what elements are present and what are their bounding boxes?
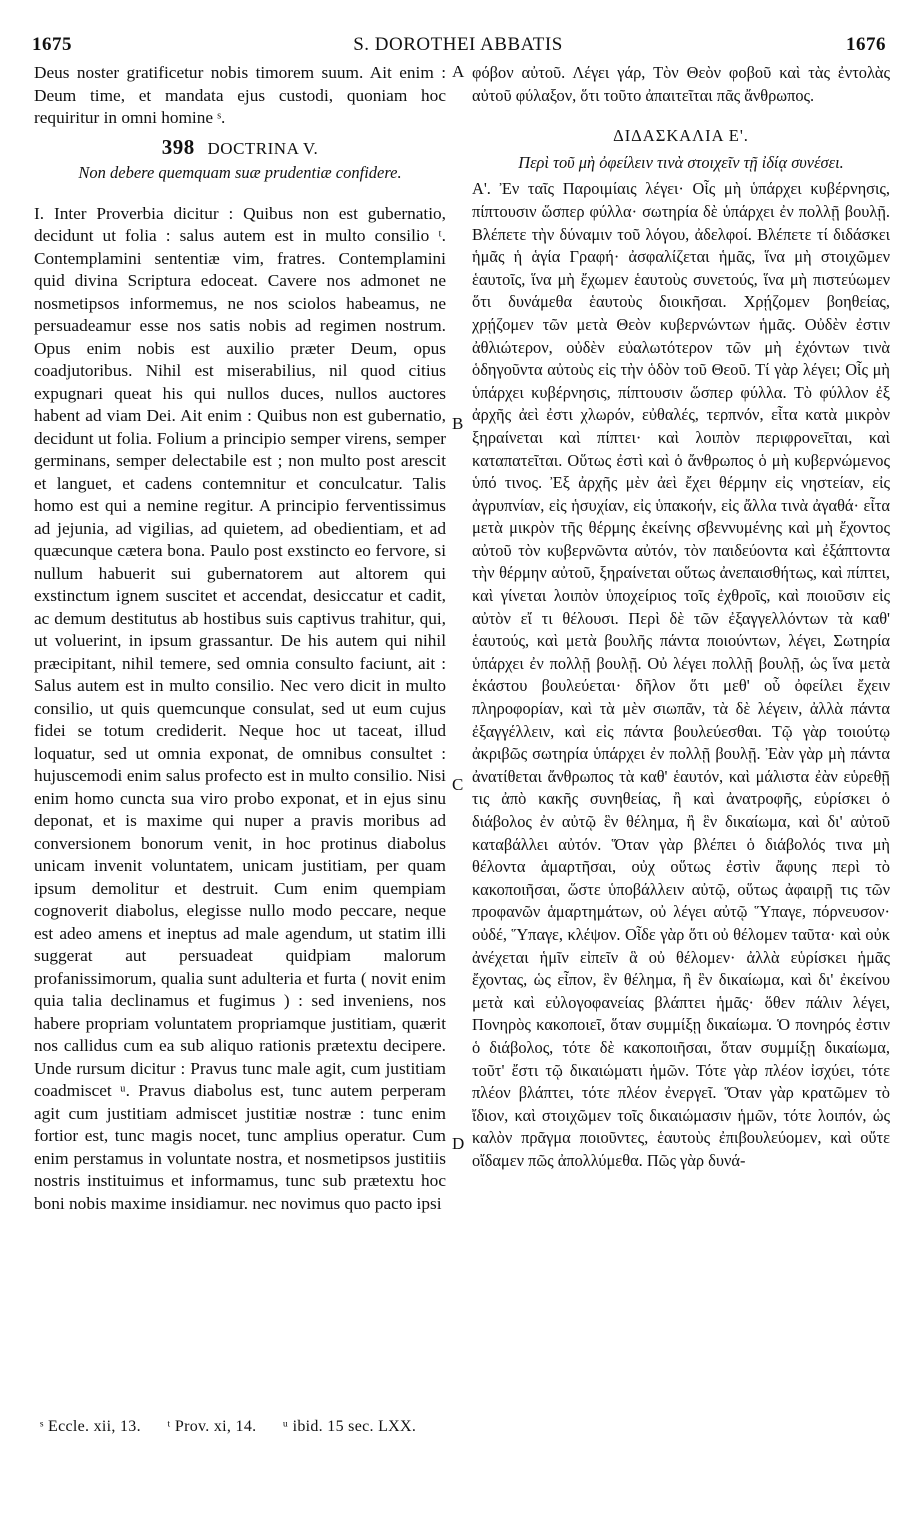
page-number-right: 1676 (846, 34, 886, 55)
margin-letter-d: D (452, 1134, 465, 1153)
latin-column (34, 62, 446, 1432)
spacer (34, 189, 446, 203)
footnote: ᵘ ibid. 15 sec. LXX. (282, 1418, 417, 1435)
doctrina-number: 398 (161, 134, 195, 159)
footnotes (40, 1418, 840, 1436)
greek-body: Α'. Ἐν ταῖς Παροιμίαις λέγει· Οἷς μὴ ὑπάρχει κυβέρνησις, πίπτουσιν ὥσπερ φύλλα· σωτηρία δὲ ὑπάρχει ἐν πολλῇ βουλῇ. Βλέπετε τὴν δύναμιν τοῦ λόγου, ἀδελφοί. Βλέπετε τί διδάσκει ἡμᾶς ἡ ἁγία Γραφή· ἀσφαλίζεται ἡμᾶς, ἵνα μὴ στοιχῶμεν ἑαυτοῖς, ἵνα μὴ ἔχωμεν ἑαυτοὺς συνετούς, ἵνα μὴ πιστεύωμεν ὅτι δυνάμεθα ἑαυτοὺς διοικῆσαι. Χρῄζομεν βοηθείας, χρῄζομεν τῶν μετὰ Θεὸν κυβερνώντων ἡμᾶς. Οὐδὲν ἐστιν ἀθλιώτερον, οὐδὲν εὐαλωτότερον τῶν μὴ ἐχόντων τινὰ ὁδηγοῦντα αὐτοὺς εἰς τὴν ὁδὸν τοῦ Θεοῦ. Τί γὰρ λέγει; Οἷς μὴ ὑπάρχει κυβέρνησις, πίπτουσιν ὥσπερ φύλλα. Τὸ φύλλον ἐξ ἀρχῆς ἀεὶ ἐστι χλωρόν, εὐθαλές, τερπνόν, εἶτα κατὰ μικρὸν ξηραίνεται καὶ πίπτει· καὶ λοιπὸν περιφρονεῖται, καὶ καταπατεῖται. Οὕτως ἐστὶ καὶ ὁ ἄνθρωπος ὁ μὴ κυβερνώμενος ὑπό τινος. Ἐξ ἀρχῆς μὲν ἀεὶ ἔχει θέρμην εἰς νηστείαν, εἰς ἀγρυπνίαν, εἰς ἡσυχίαν, εἰς ὑπακοήν, εἰς ἄλλα τινὰ ἀγαθά· εἶτα μετὰ μικρὸν τῆς θέρμης ἐκείνης σβεννυμένης καὶ μὴ ἔχοντος αὐτοῦ τὸν κυβερνῶντα αὐτόν, τὸν παιδεύοντα καὶ ἐξάπτοντα τὴν θέρμην αὐτοῦ, ξηραίνεται οὕτως ἀνεπαισθήτως, καὶ πίπτει, καὶ γίνεται λοιπὸν ὑποχείριος τοῖς ἐχθροῖς, καὶ ποιοῦσιν εἰς αὐτὸν εἴ τι θέλουσι. Περὶ δὲ τῶν ἐξαγγελλόντων τὰ καθ' ἑαυτούς, καὶ μετὰ βουλῆς πάντα ποιούντων, λέγει, Σωτηρία ὑπάρχει ἐν πολλῇ βουλῇ. Οὐ λέγει πολλῇ βουλῇ, ὡς ἵνα μετὰ ἑκάστου βουλεύεται· δῆλον ὅτι μεθ' οὗ ὀφείλει ἔχειν πληροφορίαν, καὶ τὰ μὲν σιωπᾶν, τὰ δὲ λέγειν, ἀλλὰ πάντα ἐξαγγέλλειν, καὶ εἰς πάντα βουλεύεσθαι. Τῷ γὰρ τοιούτῳ ἀκριβῶς σωτηρία ὑπάρχει ἐν πολλῇ βουλῇ. Ἐὰν γὰρ μὴ πάντα ἀνατίθεται ἄνθρωπος τὰ καθ' ἑαυτόν, καὶ μάλιστα ἐὰν εὑρεθῇ τις ἀπὸ κακῆς συνηθείας, ἢ καὶ ἀνατροφῆς, εὑρίσκει ὁ διάβολος ἐν αὐτῷ ἓν θέλημα, ἢ ἓν δικαίωμα, καὶ δι' αὐτοῦ καταβάλλει αὐτόν. Ὅταν γὰρ βλέπει ὁ διάβολός τινα μὴ θέλοντα ἁμαρτῆσαι, οὐχ οὕτως ἐστὶν ἄφυης περὶ τὸ κακοποιῆσαι, ὥστε ὑποβάλλειν αὐτῷ, οὕτως ἀφαιρῇ τις τῶν προφανῶν ἁμαρτημάτων, οὐ λέγει αὐτῷ Ὕπαγε, πόρνευσον· οὐδέ, Ὕπαγε, κλέψον. Οἶδε γὰρ ὅτι οὐ θέλομεν ταῦτα· καὶ οὐκ ἀνέχεται ἡμῖν εἰπεῖν ἃ οὐ θέλομεν· ἀλλὰ εὑρίσκει ἡμᾶς ἔχοντας, ὡς εἶπον, ἓν θέλημα, ἢ ἓν δικαίωμα, καὶ δι' ἐκείνου μετὰ καὶ εὐλογοφανείας βλάπτει ἡμᾶς· ὅθεν πάλιν λέγει, Πονηρὸς κακοποιεῖ, ὅταν συμμίξῃ δικαίωμα. Ὁ πονηρός ἐστιν ὁ διάβολος, τότε δὲ κακοποιῆσαι, ὅταν συμμίξῃ δικαίωμα, τοῦτ' ἔστι τῷ δικαιώματι ἡμῶν. Τότε γὰρ πλέον ἰσχύει, τότε πλέον βλάπτει, τότε πλέον ἐνεργεῖ. Ὅταν γὰρ κρατῶμεν τὸ ἴδιον, καὶ στοιχῶμεν τοῖς δικαιώμασιν ἡμῶν, τότε λοιπόν, ὡς καλὸν πρᾶγμα ποιοῦντες, ἑαυτοὺς ἐπιβουλεύομεν, καὶ οὔτε οἴδαμεν πῶς ἀπολλύμεθα. Πῶς γὰρ δυνά- (472, 179, 890, 1170)
margin-letter-a: A (452, 62, 465, 81)
greek-column (472, 62, 890, 1432)
margin-letter-b: B (452, 414, 464, 433)
running-title: S. DOROTHEI ABBATIS (353, 34, 563, 55)
doctrina-title: DOCTRINA V. (207, 138, 319, 158)
latin-intro: Deus noster gratificetur nobis timorem suum. Ait enim : Deum time, et mandata ejus custodi, quoniam hoc requiritur in omni homine ˢ. (34, 63, 446, 127)
margin-letter-c: C (452, 775, 464, 794)
page-header (30, 34, 886, 60)
footnote: ˢ Eccle. xii, 13. (40, 1418, 141, 1435)
greek-intro: φόβον αὐτοῦ. Λέγει γάρ, Τὸν Θεὸν φοβοῦ καὶ τὰς ἐντολὰς αὐτοῦ φύλαξον, ὅτι τοῦτο ἀπαιτεῖται πᾶς ἄνθρωπος. (472, 63, 890, 105)
footnote: ᵗ Prov. xi, 14. (167, 1418, 257, 1435)
greek-subtitle: Περὶ τοῦ μὴ ὀφείλειν τινὰ στοιχεῖν τῇ ἰδίᾳ συνέσει. (518, 152, 844, 172)
greek-title: ΔΙΔΑΣΚΑΛΙΑ Ε'. (613, 126, 749, 146)
margin-letters (450, 62, 470, 1432)
latin-body: I. Inter Proverbia dicitur : Quibus non est gubernatio, decidunt ut folia : salus autem est in multo consilio ᵗ. Contemplamini sententiæ vim, fratres. Contemplamini quid divina Scriptura edoceat. Cavere nos admonet ne nosmetipsos informemus, ne nos sciolos habeamus, ne persuadeamur esse nos satis nobis ad regimen nostrum. Opus enim nobis est auxilio præter Deum, opus coadjutoribus. Nihil est miserabilius, nil quod citius expugnari queat his qui nullos duces, nullos auctores habent ad viam Dei. Ait enim : Quibus non est gubernatio, decidunt ut folia. Folium a principio semper virens, semper germinans, semper delectabile est ; non multo post arescit et languet, et cadens contemnitur et conculcatur. Talis homo est qui a nemine regitur. A principio ferventissimus ad jejunia, ad vigilias, ad quietem, ad obedientiam, et ad quæcunque cætera bona. Paulo post exstincto eo fervore, si nullum habuerit sui gubernatorem aut altorem qui exstinctum ignem suscitet et accendat, desiccatur et cadit, ac demum destitutus ab hostibus suis captivus trahitur, qui, ut voluerint, in ipsum grassantur. De his autem qui nihil præcipitant, nihil temere, sed omnia consulto faciunt, ait : Salus autem est in multo consilio. Nec vero dicit in multo consilio, ut quis quemcunque consulat, sed ut eum cujus fidei se totum crediderit. Neque hoc ut taceat, illud loquatur, sed ut omnia exponat, de omnibus consultet : hujuscemodi enim salus profecto est in multo consilio. Nisi enim homo cuncta sua viro probo exponat, et in ejus sinu deponat, et is maxime qui nuper a pravis moribus ad conversionem bonorum venit, in hoc protinus diabolus unicam invenit voluntatem, unicam justitiam, per quam ipsum demolitur et destruit. Cum enim quempiam cognoverit diabolus, elegisse nullo modo peccare, neque est adeo amens et ineptus ad male agendum, ut statim illi suggerat aut persuadeat quidpiam malorum profanissimorum, qualia sunt adulteria et furta ( novit enim quia talia declinamus et fugimus ) : sed inveniens, nos habere propriam voluntatem propriamque justitiam, quærit nos callidus cum ea sub aliquo rationis prætextu decipere. Unde rursum dicitur : Pravus tunc male agit, cum justitiam coadmiscet ᵘ. Pravus diabolus est, tunc autem perperam agit cum justitiam admiscet justitiæ nostræ : tunc enim fortior est, tunc magis nocet, tunc amplius operatur. Cum enim perstamus in voluntate nostra, et nosmetipsos justitiis nostris instituimus et informamus, tunc sub prætextu hoc boni nobis maxime insidiamur. nec novimus quo pacto ipsi (34, 203, 446, 1213)
doctrina-heading (34, 136, 446, 161)
page-number-left: 1675 (32, 34, 72, 55)
latin-subtitle: Non debere quemquam suæ prudentiæ confidere. (78, 163, 402, 182)
